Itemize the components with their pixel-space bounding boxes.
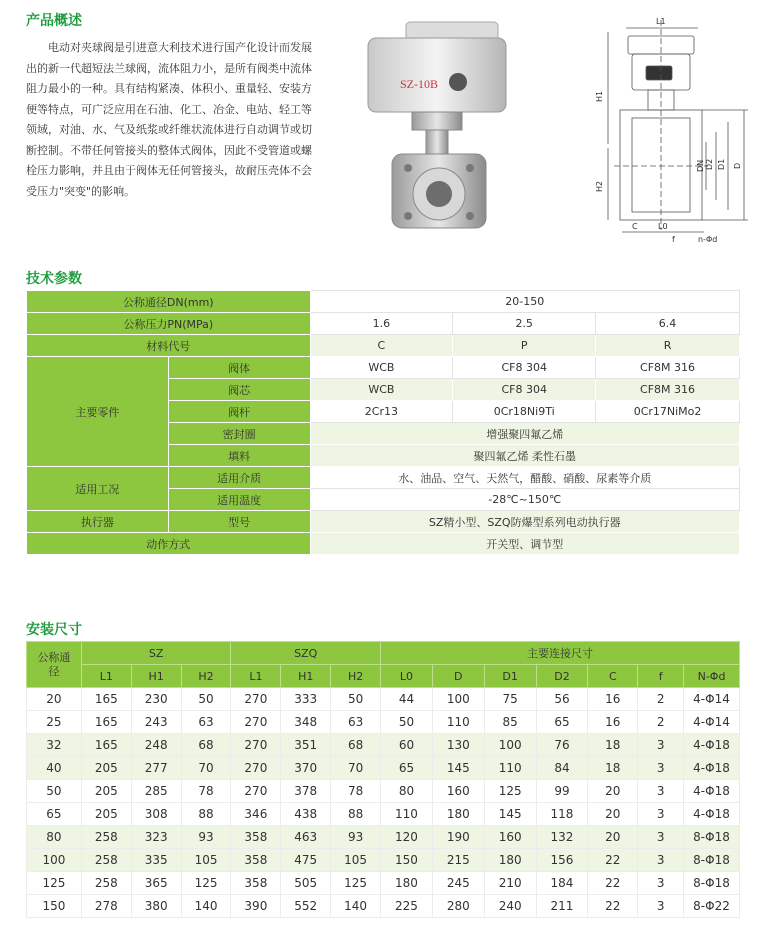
part-value: 2Cr13 xyxy=(310,401,453,423)
table-cell: 63 xyxy=(181,711,231,734)
table-cell: 50 xyxy=(27,780,82,803)
table-cell: 4-Φ18 xyxy=(684,803,740,826)
table-cell: 463 xyxy=(281,826,331,849)
table-cell: 125 xyxy=(27,872,82,895)
table-cell: 270 xyxy=(231,780,281,803)
table-cell: 4-Φ14 xyxy=(684,711,740,734)
dims-sub-header: L1 xyxy=(81,665,131,688)
dims-sub-header: D2 xyxy=(536,665,588,688)
table-cell: 160 xyxy=(432,780,484,803)
table-cell: 308 xyxy=(131,803,181,826)
dn-label: 公称通径DN(mm) xyxy=(27,291,311,313)
table-cell: 211 xyxy=(536,895,588,918)
table-cell: 56 xyxy=(536,688,588,711)
table-cell: 243 xyxy=(131,711,181,734)
table-cell: 125 xyxy=(484,780,536,803)
table-cell: 258 xyxy=(81,872,131,895)
medium-value: 水、油品、空气、天然气，醋酸、硝酸、尿素等介质 xyxy=(310,467,740,489)
table-cell: 346 xyxy=(231,803,281,826)
table-cell: 20 xyxy=(588,803,638,826)
table-cell: 205 xyxy=(81,757,131,780)
table-row xyxy=(27,688,740,711)
material-code: P xyxy=(453,335,596,357)
table-cell: 4-Φ14 xyxy=(684,688,740,711)
table-cell: 180 xyxy=(432,803,484,826)
group-header-szq: SZQ xyxy=(231,642,381,665)
group-header-sz: SZ xyxy=(81,642,231,665)
group-header-connection: 主要连接尺寸 xyxy=(381,642,740,665)
part-value: CF8M 316 xyxy=(596,357,740,379)
table-cell: 99 xyxy=(536,780,588,803)
action-label: 动作方式 xyxy=(27,533,311,555)
label-H1: H1 xyxy=(595,90,604,102)
table-cell: 8-Φ18 xyxy=(684,872,740,895)
dims-sub-header: H2 xyxy=(181,665,231,688)
table-cell: 4-Φ18 xyxy=(684,780,740,803)
table-cell: 3 xyxy=(638,757,684,780)
overview-paragraph: 电动对夹球阀是引进意大利技术进行国产化设计而发展出的新一代超短法兰球阀，流体阻力小，是所有阀类中流体阻力最小的一种。具有结构紧凑、体积小、重量轻、安装方便等特点，可广泛应用在石油、化工、冶金、电站、轻工等领域，对油、水、气及纸浆或纤维状流体进行自动调节或切断控制。不带任何管接头的整体式阀体，因此不受管道或螺栓压力影响，并且由于阀体无任何管接头，故耐压壳体不会受压力"突变"的影响。 xyxy=(26,41,312,198)
table-row xyxy=(27,803,740,826)
packing-value: 聚四氟乙烯 柔性石墨 xyxy=(310,445,740,467)
label-nd: n-Φd xyxy=(698,235,718,244)
table-cell: 50 xyxy=(181,688,231,711)
table-cell: 215 xyxy=(432,849,484,872)
table-cell: 248 xyxy=(131,734,181,757)
table-cell: 105 xyxy=(331,849,381,872)
overview-text xyxy=(26,38,312,202)
condition-label: 适用工况 xyxy=(27,467,169,511)
table-cell: 65 xyxy=(27,803,82,826)
table-cell: 125 xyxy=(181,872,231,895)
table-cell: 16 xyxy=(588,688,638,711)
table-cell: 100 xyxy=(484,734,536,757)
pn-label: 公称压力PN(MPa) xyxy=(27,313,311,335)
table-cell: 50 xyxy=(331,688,381,711)
part-value: CF8M 316 xyxy=(596,379,740,401)
table-cell: 258 xyxy=(81,849,131,872)
part-name: 阀芯 xyxy=(168,379,310,401)
table-cell: 63 xyxy=(331,711,381,734)
table-cell: 110 xyxy=(484,757,536,780)
table-cell: 3 xyxy=(638,826,684,849)
table-cell: 335 xyxy=(131,849,181,872)
table-row xyxy=(27,757,740,780)
table-cell: 8-Φ18 xyxy=(684,826,740,849)
table-cell: 270 xyxy=(231,734,281,757)
table-cell: 75 xyxy=(484,688,536,711)
actuator-label: 执行器 xyxy=(27,511,169,533)
dn-value: 20-150 xyxy=(310,291,740,313)
table-cell: 110 xyxy=(432,711,484,734)
part-value: CF8 304 xyxy=(453,379,596,401)
table-cell: 100 xyxy=(432,688,484,711)
part-value: 0Cr17NiMo2 xyxy=(596,401,740,423)
table-cell: 16 xyxy=(588,711,638,734)
table-cell: 22 xyxy=(588,849,638,872)
table-cell: 165 xyxy=(81,734,131,757)
action-value: 开关型、调节型 xyxy=(310,533,740,555)
dims-sub-header: D xyxy=(432,665,484,688)
table-cell: 438 xyxy=(281,803,331,826)
label-C: C xyxy=(632,222,638,231)
table-cell: 205 xyxy=(81,780,131,803)
table-cell: 145 xyxy=(432,757,484,780)
table-cell: 165 xyxy=(81,711,131,734)
dims-sub-header: H2 xyxy=(331,665,381,688)
material-code: C xyxy=(310,335,453,357)
overview-heading: 产品概述 xyxy=(26,13,82,29)
table-cell: 280 xyxy=(432,895,484,918)
table-row xyxy=(27,734,740,757)
table-cell: 25 xyxy=(27,711,82,734)
dims-heading: 安装尺寸 xyxy=(26,622,82,638)
table-cell: 184 xyxy=(536,872,588,895)
table-cell: 205 xyxy=(81,803,131,826)
table-cell: 210 xyxy=(484,872,536,895)
spec-heading: 技术参数 xyxy=(26,271,82,287)
table-cell: 140 xyxy=(331,895,381,918)
table-cell: 110 xyxy=(381,803,433,826)
table-cell: 76 xyxy=(536,734,588,757)
table-cell: 20 xyxy=(588,780,638,803)
pn-value: 2.5 xyxy=(453,313,596,335)
dims-sub-header: C xyxy=(588,665,638,688)
table-cell: 365 xyxy=(131,872,181,895)
packing-label: 填料 xyxy=(168,445,310,467)
table-cell: 180 xyxy=(484,849,536,872)
table-cell: 80 xyxy=(27,826,82,849)
table-cell: 70 xyxy=(331,757,381,780)
table-cell: 2 xyxy=(638,711,684,734)
table-cell: 160 xyxy=(484,826,536,849)
table-cell: 65 xyxy=(536,711,588,734)
table-cell: 32 xyxy=(27,734,82,757)
valve-photo xyxy=(362,8,510,236)
part-value: CF8 304 xyxy=(453,357,596,379)
table-cell: 18 xyxy=(588,757,638,780)
label-DN: DN xyxy=(696,159,705,172)
table-cell: 84 xyxy=(536,757,588,780)
table-cell: 378 xyxy=(281,780,331,803)
table-cell: 475 xyxy=(281,849,331,872)
table-cell: 230 xyxy=(131,688,181,711)
table-cell: 3 xyxy=(638,803,684,826)
table-cell: 4-Φ18 xyxy=(684,734,740,757)
table-cell: 100 xyxy=(27,849,82,872)
table-row xyxy=(27,826,740,849)
table-cell: 130 xyxy=(432,734,484,757)
table-cell: 240 xyxy=(484,895,536,918)
table-cell: 270 xyxy=(231,757,281,780)
dims-sub-header: L0 xyxy=(381,665,433,688)
part-value: 0Cr18Ni9Ti xyxy=(453,401,596,423)
table-cell: 2 xyxy=(638,688,684,711)
label-L0: L0 xyxy=(658,222,668,231)
table-cell: 3 xyxy=(638,734,684,757)
table-cell: 8-Φ22 xyxy=(684,895,740,918)
table-cell: 258 xyxy=(81,826,131,849)
table-cell: 125 xyxy=(331,872,381,895)
table-cell: 150 xyxy=(27,895,82,918)
table-cell: 22 xyxy=(588,872,638,895)
table-cell: 3 xyxy=(638,780,684,803)
dims-sub-header: f xyxy=(638,665,684,688)
table-row xyxy=(27,872,740,895)
table-cell: 270 xyxy=(231,688,281,711)
table-cell: 190 xyxy=(432,826,484,849)
table-cell: 333 xyxy=(281,688,331,711)
table-cell: 70 xyxy=(181,757,231,780)
table-cell: 20 xyxy=(588,826,638,849)
label-f: f xyxy=(672,235,675,244)
table-cell: 20 xyxy=(27,688,82,711)
table-cell: 22 xyxy=(588,895,638,918)
table-cell: 80 xyxy=(381,780,433,803)
label-D: D xyxy=(733,162,742,169)
table-cell: 277 xyxy=(131,757,181,780)
actuator-label: SZ-10B xyxy=(400,77,439,91)
table-cell: 65 xyxy=(381,757,433,780)
table-cell: 270 xyxy=(231,711,281,734)
table-cell: 132 xyxy=(536,826,588,849)
table-cell: 505 xyxy=(281,872,331,895)
table-cell: 245 xyxy=(432,872,484,895)
dimension-drawing xyxy=(548,6,758,246)
table-cell: 44 xyxy=(381,688,433,711)
pn-value: 6.4 xyxy=(596,313,740,335)
table-row xyxy=(27,711,740,734)
table-cell: 380 xyxy=(131,895,181,918)
table-cell: 180 xyxy=(381,872,433,895)
part-name: 阀杆 xyxy=(168,401,310,423)
table-cell: 68 xyxy=(331,734,381,757)
table-cell: 358 xyxy=(231,872,281,895)
medium-label: 适用介质 xyxy=(168,467,310,489)
label-H2: H2 xyxy=(595,180,604,192)
table-cell: 3 xyxy=(638,872,684,895)
table-cell: 40 xyxy=(27,757,82,780)
table-cell: 120 xyxy=(381,826,433,849)
table-cell: 8-Φ18 xyxy=(684,849,740,872)
seal-label: 密封圈 xyxy=(168,423,310,445)
label-D1: D1 xyxy=(717,158,726,170)
model-value: SZ精小型、SZQ防爆型系列电动执行器 xyxy=(310,511,740,533)
label-D2: D2 xyxy=(705,158,714,170)
dims-sub-header: N-Φd xyxy=(684,665,740,688)
table-cell: 3 xyxy=(638,895,684,918)
table-cell: 105 xyxy=(181,849,231,872)
table-cell: 145 xyxy=(484,803,536,826)
table-cell: 50 xyxy=(381,711,433,734)
table-cell: 156 xyxy=(536,849,588,872)
dn-header: 公称通径 xyxy=(27,642,82,688)
part-value: WCB xyxy=(310,357,453,379)
table-cell: 18 xyxy=(588,734,638,757)
table-cell: 165 xyxy=(81,688,131,711)
table-cell: 88 xyxy=(331,803,381,826)
model-label: 型号 xyxy=(168,511,310,533)
main-parts-label: 主要零件 xyxy=(27,357,169,467)
dims-sub-header: D1 xyxy=(484,665,536,688)
table-cell: 140 xyxy=(181,895,231,918)
table-cell: 278 xyxy=(81,895,131,918)
table-cell: 358 xyxy=(231,826,281,849)
table-cell: 68 xyxy=(181,734,231,757)
dims-sub-header: H1 xyxy=(281,665,331,688)
label-L1: L1 xyxy=(656,17,666,26)
table-cell: 93 xyxy=(181,826,231,849)
table-cell: 552 xyxy=(281,895,331,918)
table-cell: 323 xyxy=(131,826,181,849)
part-value: WCB xyxy=(310,379,453,401)
table-cell: 118 xyxy=(536,803,588,826)
seal-value: 增强聚四氟乙烯 xyxy=(310,423,740,445)
pn-value: 1.6 xyxy=(310,313,453,335)
table-cell: 88 xyxy=(181,803,231,826)
table-row xyxy=(27,895,740,918)
material-code-label: 材料代号 xyxy=(27,335,311,357)
table-cell: 370 xyxy=(281,757,331,780)
table-cell: 348 xyxy=(281,711,331,734)
table-cell: 93 xyxy=(331,826,381,849)
table-cell: 3 xyxy=(638,849,684,872)
table-cell: 225 xyxy=(381,895,433,918)
table-cell: 78 xyxy=(331,780,381,803)
temp-label: 适用温度 xyxy=(168,489,310,511)
table-cell: 150 xyxy=(381,849,433,872)
table-cell: 358 xyxy=(231,849,281,872)
dims-sub-header: H1 xyxy=(131,665,181,688)
table-cell: 390 xyxy=(231,895,281,918)
spec-table xyxy=(26,290,740,555)
table-cell: 85 xyxy=(484,711,536,734)
table-cell: 78 xyxy=(181,780,231,803)
table-cell: 4-Φ18 xyxy=(684,757,740,780)
table-cell: 285 xyxy=(131,780,181,803)
table-cell: 351 xyxy=(281,734,331,757)
table-row xyxy=(27,780,740,803)
table-cell: 60 xyxy=(381,734,433,757)
dims-table xyxy=(26,641,740,918)
temp-value: -28℃~150℃ xyxy=(310,489,740,511)
dims-sub-header: L1 xyxy=(231,665,281,688)
table-row xyxy=(27,849,740,872)
part-name: 阀体 xyxy=(168,357,310,379)
material-code: R xyxy=(596,335,740,357)
